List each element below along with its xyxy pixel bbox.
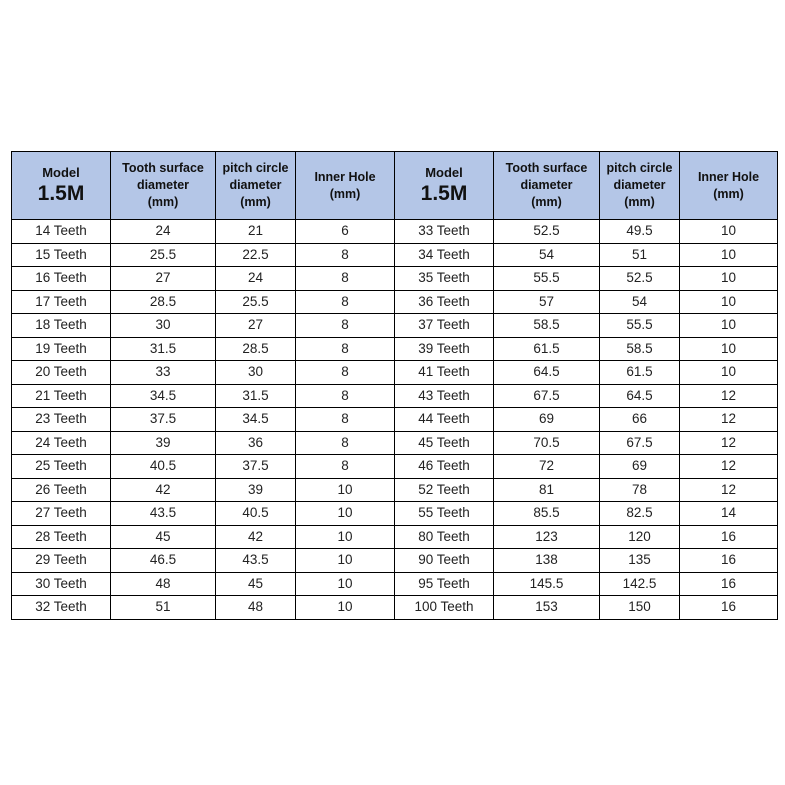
header-line: Tooth surface: [122, 161, 204, 175]
table-cell: 138: [494, 549, 600, 573]
table-cell: 16: [680, 596, 778, 620]
table-cell: 25.5: [111, 243, 216, 267]
table-row: [12, 478, 778, 502]
header-inner-hole-left: [296, 152, 395, 220]
table-cell: 58.5: [494, 314, 600, 338]
table-row: [12, 572, 778, 596]
table-row: [12, 384, 778, 408]
table-cell: 10: [296, 502, 395, 526]
table-cell: 10: [680, 361, 778, 385]
table-body: [12, 220, 778, 620]
table-cell: 10: [680, 220, 778, 244]
header-line: Inner Hole: [314, 169, 376, 184]
table-cell: 8: [296, 455, 395, 479]
table-cell: 10: [296, 525, 395, 549]
table-cell: 54: [600, 290, 680, 314]
table-cell: 58.5: [600, 337, 680, 361]
table-cell: 16: [680, 525, 778, 549]
table-cell: 26 Teeth: [12, 478, 111, 502]
table-cell: 8: [296, 384, 395, 408]
table-cell: 44 Teeth: [395, 408, 494, 432]
table-row: [12, 525, 778, 549]
table-cell: 51: [600, 243, 680, 267]
table-cell: 8: [296, 408, 395, 432]
header-line: diameter: [229, 178, 282, 192]
table-cell: 30 Teeth: [12, 572, 111, 596]
table-cell: 12: [680, 431, 778, 455]
table-cell: 16: [680, 572, 778, 596]
table-cell: 69: [494, 408, 600, 432]
table-cell: 37 Teeth: [395, 314, 494, 338]
header-tooth-surface-right: [494, 152, 600, 220]
table-cell: 34.5: [216, 408, 296, 432]
table-cell: 142.5: [600, 572, 680, 596]
table-cell: 51: [111, 596, 216, 620]
table-cell: 37.5: [216, 455, 296, 479]
header-line: (mm): [624, 195, 655, 209]
table-cell: 27: [111, 267, 216, 291]
table-cell: 43 Teeth: [395, 384, 494, 408]
table-cell: 27: [216, 314, 296, 338]
table-cell: 69: [600, 455, 680, 479]
table-cell: 39: [111, 431, 216, 455]
table-cell: 8: [296, 267, 395, 291]
table-cell: 46 Teeth: [395, 455, 494, 479]
header-model-value: 1.5M: [420, 182, 468, 205]
table-cell: 67.5: [600, 431, 680, 455]
table-row: [12, 549, 778, 573]
table-cell: 81: [494, 478, 600, 502]
header-line: diameter: [520, 178, 573, 192]
header-line: (mm): [329, 186, 361, 201]
table-cell: 145.5: [494, 572, 600, 596]
table-cell: 8: [296, 314, 395, 338]
table-cell: 52.5: [494, 220, 600, 244]
table-cell: 150: [600, 596, 680, 620]
table-cell: 52 Teeth: [395, 478, 494, 502]
table-row: [12, 314, 778, 338]
table-cell: 40.5: [216, 502, 296, 526]
table-cell: 120: [600, 525, 680, 549]
header-model-value: 1.5M: [37, 182, 85, 205]
table-cell: 39: [216, 478, 296, 502]
table-cell: 48: [111, 572, 216, 596]
table-cell: 55.5: [494, 267, 600, 291]
table-cell: 24: [111, 220, 216, 244]
table-cell: 64.5: [600, 384, 680, 408]
table-row: [12, 290, 778, 314]
table-cell: 15 Teeth: [12, 243, 111, 267]
header-model-right: [395, 152, 494, 220]
table-cell: 28.5: [216, 337, 296, 361]
table-cell: 72: [494, 455, 600, 479]
table-cell: 39 Teeth: [395, 337, 494, 361]
table-cell: 19 Teeth: [12, 337, 111, 361]
table-cell: 61.5: [494, 337, 600, 361]
table-cell: 49.5: [600, 220, 680, 244]
header-line: pitch circle: [606, 161, 673, 175]
table-cell: 36 Teeth: [395, 290, 494, 314]
table-cell: 8: [296, 290, 395, 314]
header-tooth-surface-left: [111, 152, 216, 220]
table-row: [12, 408, 778, 432]
table-cell: 22.5: [216, 243, 296, 267]
table-row: [12, 361, 778, 385]
table-cell: 25 Teeth: [12, 455, 111, 479]
table-cell: 18 Teeth: [12, 314, 111, 338]
header-line: (mm): [240, 195, 271, 209]
table-cell: 12: [680, 478, 778, 502]
table-cell: 17 Teeth: [12, 290, 111, 314]
table-cell: 30: [111, 314, 216, 338]
table-cell: 8: [296, 243, 395, 267]
table-cell: 55.5: [600, 314, 680, 338]
table-cell: 10: [680, 337, 778, 361]
table-cell: 43.5: [216, 549, 296, 573]
table-row: [12, 243, 778, 267]
table-cell: 67.5: [494, 384, 600, 408]
header-line: pitch circle: [222, 161, 289, 175]
header-model-label: Model: [42, 165, 80, 180]
header-line: diameter: [136, 178, 190, 192]
table-cell: 35 Teeth: [395, 267, 494, 291]
header-line: (mm): [147, 195, 179, 209]
header-model-left: [12, 152, 111, 220]
table-header-row: [12, 152, 778, 220]
table-cell: 28.5: [111, 290, 216, 314]
table-cell: 57: [494, 290, 600, 314]
table-cell: 8: [296, 361, 395, 385]
table-cell: 95 Teeth: [395, 572, 494, 596]
table-cell: 64.5: [494, 361, 600, 385]
table-cell: 55 Teeth: [395, 502, 494, 526]
table-cell: 10: [296, 596, 395, 620]
table-cell: 78: [600, 478, 680, 502]
table-row: [12, 337, 778, 361]
table-cell: 8: [296, 431, 395, 455]
table-cell: 31.5: [216, 384, 296, 408]
table-cell: 21: [216, 220, 296, 244]
table-cell: 66: [600, 408, 680, 432]
header-line: (mm): [531, 195, 562, 209]
table-cell: 12: [680, 455, 778, 479]
table-cell: 33: [111, 361, 216, 385]
header-model-label: Model: [425, 165, 463, 180]
table-row: [12, 220, 778, 244]
table-cell: 23 Teeth: [12, 408, 111, 432]
table-cell: 10: [680, 267, 778, 291]
table-cell: 40.5: [111, 455, 216, 479]
table-cell: 24: [216, 267, 296, 291]
table-cell: 10: [680, 243, 778, 267]
table-cell: 135: [600, 549, 680, 573]
table-cell: 82.5: [600, 502, 680, 526]
table-row: [12, 431, 778, 455]
table-cell: 37.5: [111, 408, 216, 432]
table-cell: 153: [494, 596, 600, 620]
table-cell: 10: [296, 478, 395, 502]
table-cell: 21 Teeth: [12, 384, 111, 408]
table-cell: 34.5: [111, 384, 216, 408]
table-row: [12, 267, 778, 291]
table-cell: 16 Teeth: [12, 267, 111, 291]
table-cell: 36: [216, 431, 296, 455]
header-line: (mm): [713, 186, 744, 201]
table-cell: 61.5: [600, 361, 680, 385]
table-cell: 32 Teeth: [12, 596, 111, 620]
table-cell: 12: [680, 408, 778, 432]
table-cell: 24 Teeth: [12, 431, 111, 455]
gear-spec-table: [11, 151, 778, 620]
table-cell: 123: [494, 525, 600, 549]
table-cell: 34 Teeth: [395, 243, 494, 267]
table-cell: 27 Teeth: [12, 502, 111, 526]
table-cell: 45: [111, 525, 216, 549]
table-cell: 70.5: [494, 431, 600, 455]
table-cell: 45: [216, 572, 296, 596]
table-cell: 29 Teeth: [12, 549, 111, 573]
table-cell: 54: [494, 243, 600, 267]
table-cell: 10: [296, 572, 395, 596]
table-cell: 14 Teeth: [12, 220, 111, 244]
table-cell: 31.5: [111, 337, 216, 361]
header-line: Inner Hole: [697, 169, 760, 184]
table-cell: 30: [216, 361, 296, 385]
table-cell: 43.5: [111, 502, 216, 526]
table-cell: 46.5: [111, 549, 216, 573]
table-cell: 80 Teeth: [395, 525, 494, 549]
header-pitch-circle-right: [600, 152, 680, 220]
table-cell: 10: [680, 290, 778, 314]
table-row: [12, 502, 778, 526]
header-line: Tooth surface: [505, 161, 588, 175]
table-cell: 25.5: [216, 290, 296, 314]
table-cell: 48: [216, 596, 296, 620]
table-cell: 52.5: [600, 267, 680, 291]
table-cell: 6: [296, 220, 395, 244]
table-cell: 90 Teeth: [395, 549, 494, 573]
table-cell: 45 Teeth: [395, 431, 494, 455]
table-cell: 100 Teeth: [395, 596, 494, 620]
table-cell: 14: [680, 502, 778, 526]
header-line: diameter: [613, 178, 666, 192]
table-cell: 42: [216, 525, 296, 549]
table-cell: 12: [680, 384, 778, 408]
table-row: [12, 455, 778, 479]
table-row: [12, 596, 778, 620]
header-pitch-circle-left: [216, 152, 296, 220]
table-cell: 8: [296, 337, 395, 361]
table-cell: 85.5: [494, 502, 600, 526]
table-cell: 16: [680, 549, 778, 573]
header-inner-hole-right: [680, 152, 778, 220]
table-cell: 10: [296, 549, 395, 573]
table-cell: 33 Teeth: [395, 220, 494, 244]
table-cell: 10: [680, 314, 778, 338]
table-cell: 20 Teeth: [12, 361, 111, 385]
table-cell: 42: [111, 478, 216, 502]
table-cell: 28 Teeth: [12, 525, 111, 549]
table-cell: 41 Teeth: [395, 361, 494, 385]
